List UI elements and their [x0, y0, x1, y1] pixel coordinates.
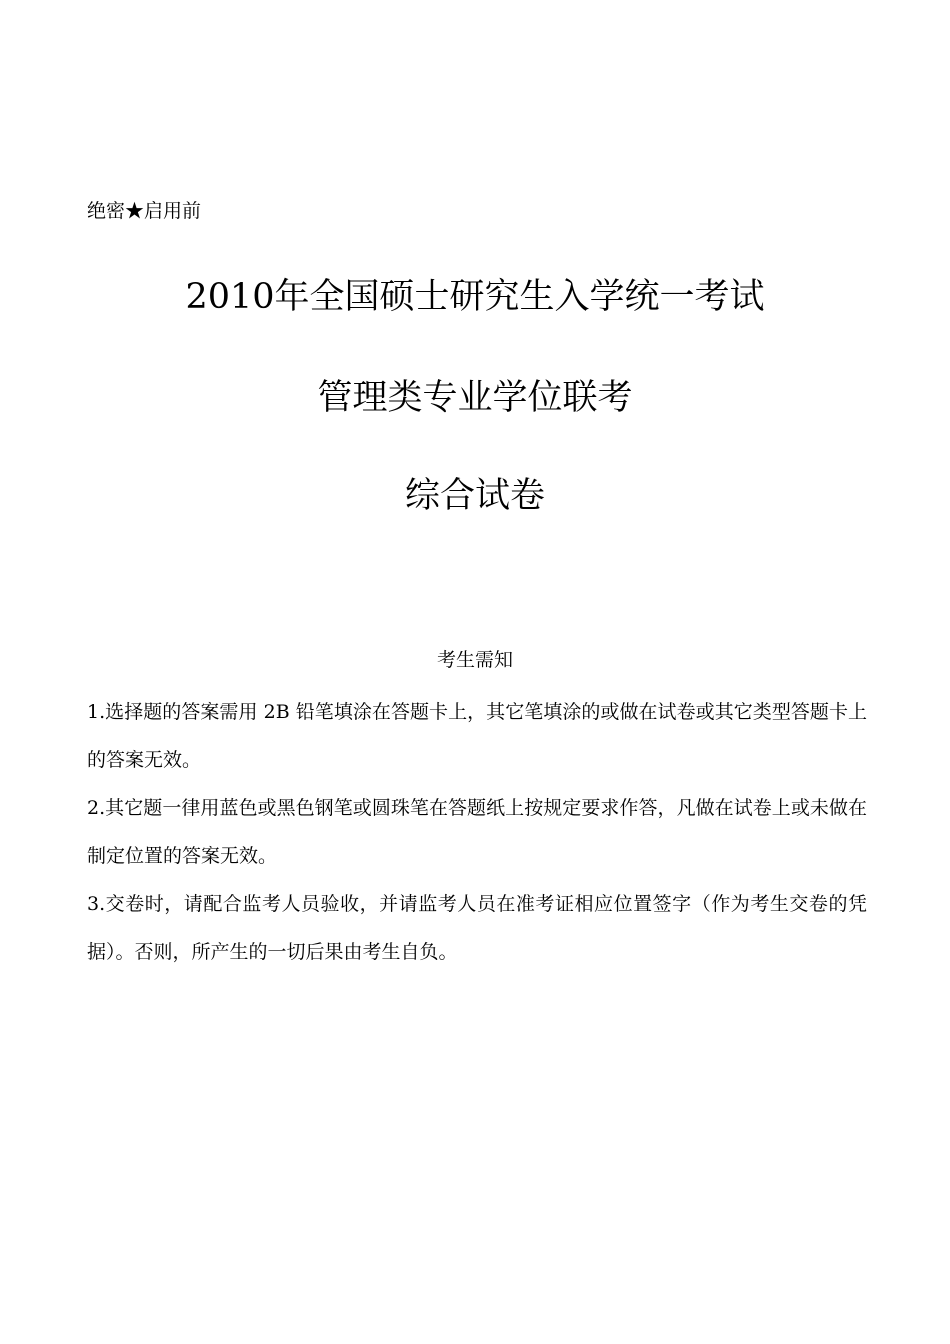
- exam-subtitle: 管理类专业学位联考: [317, 378, 633, 418]
- notice-item: 1.选择题的答案需用 2B 铅笔填涂在答题卡上，其它笔填涂的或做在试卷或其它类型答题卡上的答案无效。: [87, 701, 867, 771]
- exam-title: 2010年全国硕士研究生入学统一考试: [185, 277, 765, 317]
- notice-item: 2.其它题一律用蓝色或黑色钢笔或圆珠笔在答题纸上按规定要求作答，凡做在试卷上或未做在制定位置的答案无效。: [87, 797, 867, 867]
- notice-heading: 考生需知: [436, 649, 513, 671]
- notice-list: [87, 688, 867, 976]
- paper-name: 综合试卷: [404, 476, 545, 516]
- notice-item: 3.交卷时，请配合监考人员验收，并请监考人员在准考证相应位置签字（作为考生交卷的凭据）。否则，所产生的一切后果由考生自负。: [87, 893, 867, 963]
- confidential-mark: 绝密★启用前: [87, 200, 202, 222]
